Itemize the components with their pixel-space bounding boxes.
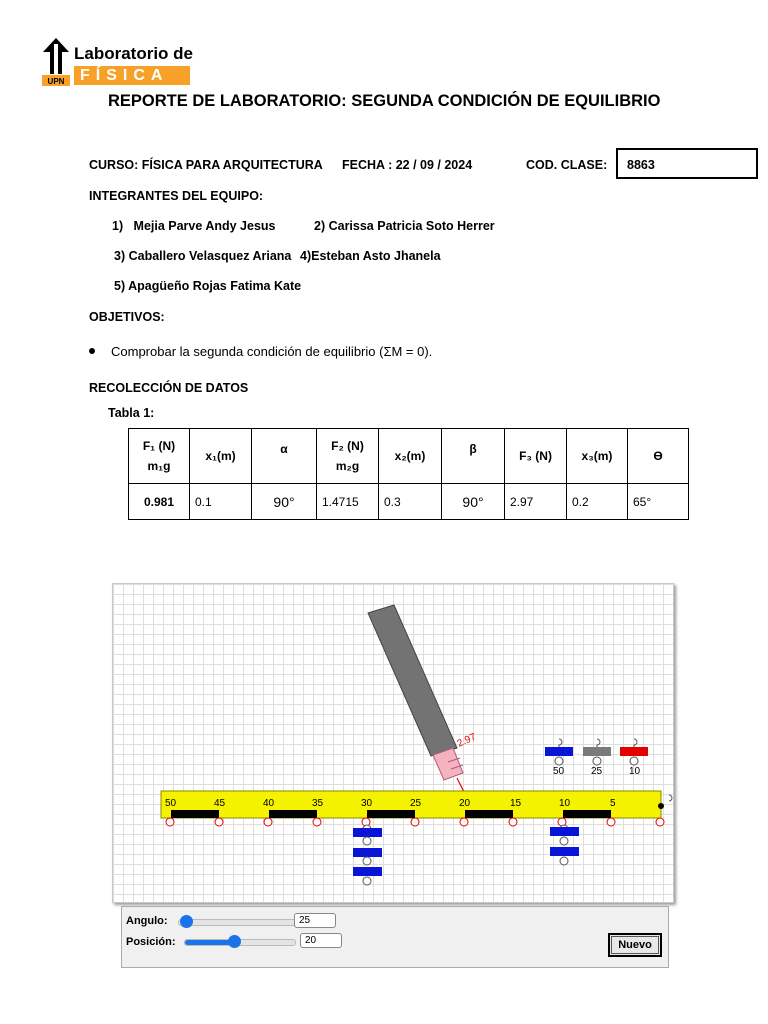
data-heading: RECOLECCIÓN DE DATOS [89,381,249,395]
date-label: FECHA : 22 / 09 / 2024 [342,158,473,172]
hook-points [166,818,664,826]
position-label: Posición: [126,936,176,948]
tray-label: 50 [553,766,565,777]
class-code-box [616,148,758,179]
objectives-heading: OBJETIVOS: [89,310,165,324]
team-member-3: 3) Caballero Velasquez Ariana [114,249,292,263]
dynamometer[interactable] [368,605,465,794]
tray-label: 10 [629,766,641,777]
upn-badge-text: UPN [47,77,65,86]
header-f3: F₃ (N) [505,429,567,484]
angle-input[interactable]: 25 [294,913,336,928]
class-code-label: COD. CLASE: [526,158,608,172]
cell-x3: 0.2 [567,484,628,520]
scale-label: 15 [510,798,522,809]
mass-stack-left[interactable] [353,825,382,885]
mass-tray-gray[interactable] [583,739,611,777]
scale-label: 10 [559,798,571,809]
cell-x1: 0.1 [190,484,252,520]
scale-label: 30 [361,798,373,809]
header-x1: x₁(m) [190,429,252,484]
table-row [129,484,689,520]
header-beta: β [442,429,505,484]
position-input[interactable]: 20 [300,933,342,948]
cell-f1: 0.981 [129,484,190,520]
course-label: CURSO: FÍSICA PARA ARQUITECTURA [89,158,323,172]
cell-alpha: 90° [252,484,317,520]
upn-arrow-icon [42,38,70,86]
class-code-value: 8863 [627,158,655,172]
tray-label: 25 [591,766,603,777]
mass-tray-blue[interactable] [545,739,573,777]
angle-slider-track[interactable] [178,919,296,926]
position-slider-knob[interactable] [228,935,241,948]
pivot-hook-icon [669,795,672,801]
team-member-4: 4)Esteban Asto Jhanela [300,249,441,263]
cell-beta: 90° [442,484,505,520]
angle-label: Angulo: [126,915,168,927]
force-reading: 2.97 [455,731,478,750]
header-x3: x₃(m) [567,429,628,484]
simulation-svg [113,584,673,902]
scale-label: 25 [410,798,422,809]
header-f1: F₁ (N) m₁g [129,429,190,484]
scale-label: 20 [459,798,471,809]
team-member-5: 5) Apagüeño Rojas Fatima Kate [114,279,302,293]
upn-logo [42,38,70,86]
mass-stack-right[interactable] [550,825,579,865]
cell-theta: 65° [628,484,689,520]
cell-f2: 1.4715 [317,484,379,520]
simulation-canvas[interactable] [112,583,674,903]
logo-line1: Laboratorio de [74,44,194,63]
pivot-icon [658,803,664,809]
team-member-1: 1) Mejia Parve Andy Jesus [112,219,276,233]
objective-item: Comprobar la segunda condición de equilibrio (ΣM = 0). [111,344,433,359]
team-heading: INTEGRANTES DEL EQUIPO: [89,189,264,203]
scale-label: 45 [214,798,226,809]
page-title: REPORTE DE LABORATORIO: SEGUNDA CONDICIÓN DE EQUILIBRIO [108,92,661,110]
data-table [128,428,689,520]
scale-label: 35 [312,798,324,809]
header-theta: ϴ [628,429,689,484]
header-f2: F₂ (N) m₂g [317,429,379,484]
header-x2: x₂(m) [379,429,442,484]
cell-x2: 0.3 [379,484,442,520]
bullet-icon [89,348,95,354]
team-member-2: 2) Carissa Patricia Soto Herrer [314,219,495,233]
table-label: Tabla 1: [108,406,155,420]
table-header-row [129,429,689,484]
scale-label: 40 [263,798,275,809]
cell-f3: 2.97 [505,484,567,520]
scale-label: 5 [610,798,616,809]
logo-line2: FÍSICA [74,66,190,85]
control-panel [121,906,669,968]
scale-label: 50 [165,798,177,809]
mass-tray-red[interactable] [620,739,648,777]
angle-slider-knob[interactable] [180,915,193,928]
header-alpha: α [252,429,317,484]
nuevo-button[interactable]: Nuevo [608,933,662,957]
